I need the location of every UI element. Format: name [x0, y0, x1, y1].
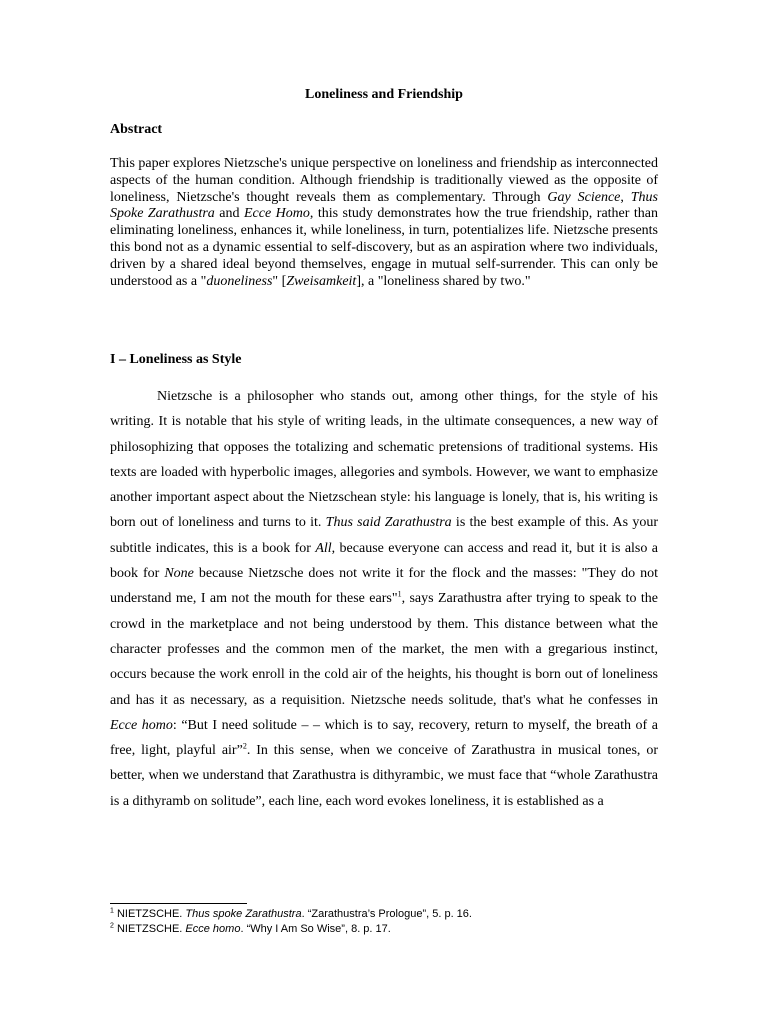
- footnote-2: [110, 922, 658, 937]
- body-text-run: : “But I need solitude – – which is to say, recovery, return to myself, the breath of a free, light, playful air”: [110, 717, 658, 759]
- footnote-number: 2: [110, 922, 114, 930]
- footnote-ref-1[interactable]: 1: [397, 589, 402, 599]
- paper-title: Loneliness and Friendship: [305, 87, 463, 102]
- abstract-text-run: ,: [620, 189, 631, 205]
- body-text-run: , because everyone can access and read it, but it is also a book for: [110, 540, 658, 582]
- footnote-1: [110, 907, 658, 922]
- body-text-run: Nietzsche is a philosopher who stands out, among other things, for the style of his writing. It is notable that his style of writing leads, in the ultimate consequences, a new way of philosophizing that opposes the totalizing and schematic pretensions of traditional systems. His texts are loaded with hyperbolic images, allegories and symbols. However, we want to emphasize another important aspect about the Nietzschean style: his language is lonely, that is, his writing is born out of loneliness and turns to it.: [110, 389, 658, 531]
- body-text-run: , says Zarathustra after trying to speak to the crowd in the marketplace and not being understood by them. This distance between what the character professes and the common men of the market, the men with a gregarious instinct, occurs because the work enroll in the cold air of the heights, his thought is born out of loneliness and has it as necessary, as a requisition. Nietzsche needs solitude, that's what he confesses in: [110, 591, 658, 708]
- abstract-text-run: This paper explores Nietzsche's unique perspective on loneliness and friendship as interconnected aspects of the human condition. Although friendship is traditionally viewed as the opposite of loneliness, Nietzsche's thought reveals them as complementary. Through: [110, 156, 658, 205]
- body-text-run: is the best example of this. As your subtitle indicates, this is a book for: [110, 515, 658, 556]
- abstract-text-run: and: [214, 206, 244, 222]
- body-text-run: because Nietzsche does not write it for the flock and the masses: "They do not understand me, I am not the mouth for these ears": [110, 566, 659, 607]
- body-text-run: . In this sense, when we conceive of Zarathustra in musical tones, or better, when we understand that Zarathustra is dithyrambic, we must face that “whole Zarathustra is a dithyramb on solitude”, each line, each word evokes loneliness, it is established as a: [110, 743, 658, 809]
- footnote-separator: [110, 903, 247, 904]
- footnote-text: . “Zarathustra’s Prologue”, 5. p. 16.: [301, 908, 472, 920]
- footnote-text: NIETZSCHE.: [113, 908, 186, 920]
- footnote-italic-title: Ecce homo: [185, 923, 241, 935]
- footnote-text: . “Why I Am So Wise”, 8. p. 17.: [240, 923, 391, 935]
- footnotes: [110, 907, 658, 937]
- body-paragraph: [110, 384, 658, 814]
- body-italic-term: None: [164, 566, 194, 582]
- abstract-text-run: ], a "loneliness shared by two.": [356, 273, 531, 289]
- abstract-italic-title: Ecce Homo: [243, 206, 310, 222]
- abstract-italic-term: Zweisamkeit: [286, 273, 357, 289]
- abstract-text-run: " [: [272, 273, 287, 289]
- footnote-text: NIETZSCHE.: [113, 923, 186, 935]
- section-heading: I – Loneliness as Style: [110, 352, 242, 367]
- footnote-ref-2[interactable]: 2: [242, 741, 247, 751]
- abstract-heading: Abstract: [110, 122, 163, 137]
- abstract-paragraph: [110, 156, 658, 290]
- body-italic-title: Ecce homo: [110, 717, 173, 733]
- abstract-italic-term: duoneliness: [206, 273, 273, 289]
- body-italic-title: Thus said Zarathustra: [325, 515, 452, 531]
- footnote-italic-title: Thus spoke Zarathustra: [185, 908, 302, 920]
- footnote-number: 1: [110, 907, 114, 915]
- abstract-italic-title: Gay Science: [547, 189, 621, 205]
- abstract-text-run: , this study demonstrates how the true friendship, rather than eliminating loneliness, enhances it, while loneliness, in turn, potentializes life. Nietzsche presents this bond not as a dynamic essential to self-discovery, but as an aspiration where two individuals, driven by a shared ideal beyond themselves, engage in mutual self-surrender. This can only be understood as a ": [110, 206, 658, 289]
- body-italic-term: All: [315, 540, 332, 556]
- abstract-italic-title: Thus Spoke Zarathustra: [110, 189, 658, 222]
